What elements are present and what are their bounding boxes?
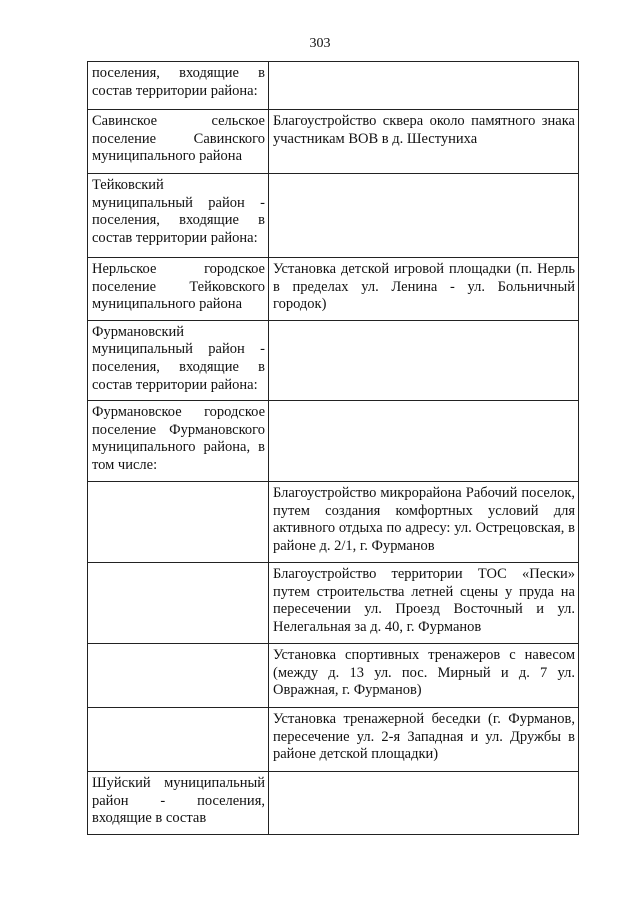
table-cell-project [269, 62, 579, 110]
table-cell-territory [88, 708, 269, 772]
table-row [88, 62, 579, 110]
table-cell-project: Установка спортивных тренажеров с навесом (между д. 13 ул. пос. Мирный и д. 7 ул. Овражная, г. Фурманов) [269, 644, 579, 708]
table-cell-territory: поселения, входящие в состав территории района: [88, 62, 269, 110]
document-table [87, 61, 579, 835]
table-row [88, 401, 579, 482]
table-cell-territory [88, 482, 269, 563]
table-row [88, 772, 579, 835]
table-cell-project [269, 320, 579, 400]
table-row [88, 482, 579, 563]
table-cell-project: Установка тренажерной беседки (г. Фурманов, пересечение ул. 2-я Западная и ул. Дружбы в районе детской площадки) [269, 708, 579, 772]
table-cell-territory: Фурмановский муниципальный район - поселения, входящие в состав территории района: [88, 320, 269, 400]
table-cell-territory: Фурмановское городское поселение Фурмановского муниципального района, в том числе: [88, 401, 269, 482]
page-number: 303 [309, 36, 331, 51]
table-cell-project: Благоустройство территории ТОС «Пески» путем строительства летней сцены у пруда на пересечении ул. Проезд Восточный и ул. Нелегальная за д. 40, г. Фурманов [269, 563, 579, 644]
table-row [88, 644, 579, 708]
table-cell-project [269, 174, 579, 258]
table-row [88, 708, 579, 772]
table-cell-territory [88, 644, 269, 708]
table-cell-project: Установка детской игровой площадки (п. Нерль в пределах ул. Ленина - ул. Больничный городок) [269, 258, 579, 321]
table-row [88, 174, 579, 258]
table-row [88, 110, 579, 174]
table-row [88, 563, 579, 644]
table-row [88, 258, 579, 321]
table-cell-territory: Шуйский муниципальный район - поселения, входящие в состав [88, 772, 269, 835]
table-cell-project: Благоустройство сквера около памятного знака участникам ВОВ в д. Шестуниха [269, 110, 579, 174]
table-cell-territory: Нерльское городское поселение Тейковского муниципального района [88, 258, 269, 321]
table-cell-project [269, 772, 579, 835]
table-cell-project [269, 401, 579, 482]
table-cell-project: Благоустройство микрорайона Рабочий поселок, путем создания комфортных условий для активного отдыха по адресу: ул. Острецовская, в районе д. 2/1, г. Фурманов [269, 482, 579, 563]
table-cell-territory: Савинское сельское поселение Савинского муниципального района [88, 110, 269, 174]
table-cell-territory [88, 563, 269, 644]
table-row [88, 320, 579, 400]
table-cell-territory: Тейковский муниципальный район - поселения, входящие в состав территории района: [88, 174, 269, 258]
